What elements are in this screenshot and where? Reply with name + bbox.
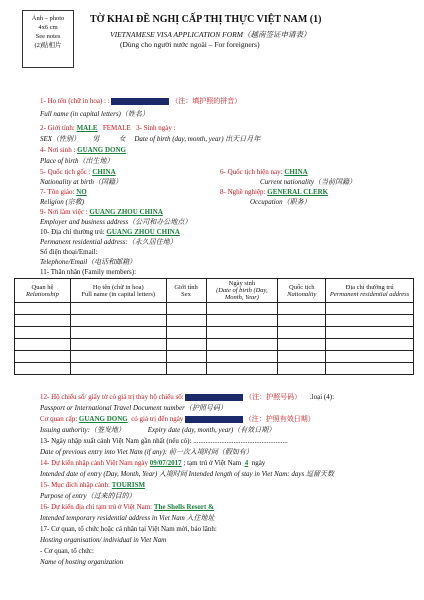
field-sub <box>40 135 260 144</box>
table-row <box>15 363 414 375</box>
field-sub: Intended temporary residential address in Viet Nam 入住地址 <box>40 514 215 522</box>
stay-days: 4 <box>244 459 249 467</box>
photo-box <box>22 10 74 68</box>
field-current-nationality <box>220 168 308 177</box>
field-employer <box>40 208 163 217</box>
field-sex-dob <box>40 124 176 133</box>
field-value: GUANG DONG <box>77 146 126 154</box>
field-religion <box>40 188 87 197</box>
sex-male: MALE <box>76 124 98 132</box>
field-sub: Intended date of entry (Day, Month, Year) 入境时间 Intended length of stay in Viet Nam: days 逗留天数 <box>40 470 334 478</box>
field-intended-entry <box>40 459 265 468</box>
col-nationality: Quốc tịch Nationality <box>278 279 326 303</box>
field-full-name <box>40 97 241 106</box>
field-label: 10- Địa chỉ thường trú: <box>40 228 105 236</box>
field-sub: Religion (宗教) <box>40 198 85 206</box>
stay-unit: ngày <box>251 459 266 467</box>
redaction-block <box>185 416 243 423</box>
field-note: （注：护照号码） <box>245 393 302 401</box>
field-value: GENERAL CLERK <box>267 188 329 196</box>
field-label: 16- Dự kiến địa chỉ tạm trú ở Việt Nam: <box>40 503 153 511</box>
field-label: 5- Quốc tịch gốc : <box>40 168 91 176</box>
photo-note: See notes <box>35 33 61 40</box>
field-sub: Hosting organisation/ individual in Viet Nam <box>40 536 167 544</box>
field-sub: Place of birth（出生地） <box>40 157 114 165</box>
field-value: CHINA <box>92 168 116 176</box>
redaction-block <box>185 394 243 401</box>
male-cn: 男 <box>92 135 100 143</box>
field-sub: Name of hosting organization <box>40 558 124 566</box>
field-value: GUANG DONG <box>78 415 128 423</box>
field-note: （注：填护照的拼音） <box>171 97 242 105</box>
table-row <box>15 339 414 351</box>
table-row <box>15 351 414 363</box>
col-dob: Ngày sinh (Date of birth (Day, Month, Year) <box>206 279 278 303</box>
dob-label: 3- Sinh ngày : <box>136 124 176 132</box>
field-label: 2- Giới tính: <box>40 124 75 132</box>
col-address: Địa chỉ thường trú Permanent residential address <box>326 279 414 303</box>
field-sub: Purpose of entry（过来的目的） <box>40 492 136 500</box>
field-sub: Date of previous entry into Viet Nam (if any): 前一次入境时间（假如有） <box>40 448 253 456</box>
table-row <box>15 327 414 339</box>
field-sub: Current nationality（当前国籍） <box>260 178 356 186</box>
field-value: CHINA <box>284 168 308 176</box>
field-value: GUANG ZHOU CHINA <box>106 228 180 236</box>
field-issuing-authority <box>40 415 315 424</box>
form-subtitle-foreigners: (Dùng cho người nước ngoài – For foreigners) <box>120 40 260 49</box>
stay-label: ; tạm trú ở Việt Nam <box>183 459 242 467</box>
field-sub <box>40 426 275 435</box>
field-hosting: 17- Cơ quan, tổ chức hoặc cá nhân tại Việt Nam mời, bảo lãnh: <box>40 525 217 533</box>
sex-female: FEMALE <box>102 124 131 132</box>
photo-size: 4x6 cm <box>38 24 58 31</box>
field-occupation <box>220 188 328 197</box>
field-label: 7- Tôn giáo: <box>40 188 75 196</box>
passport-type-label: .loại (4): <box>309 393 335 401</box>
field-sub: Permanent residential address:（永久居住地） <box>40 238 177 246</box>
table-header-row <box>15 279 414 303</box>
field-temp-address <box>40 503 214 512</box>
field-label: 8- Nghề nghiệp: <box>220 188 266 196</box>
field-permanent-address <box>40 228 180 237</box>
field-value: The Shells Resort & <box>153 503 214 511</box>
col-relationship: Quan hệ Relationship <box>15 279 71 303</box>
col-full-name: Họ tên (chữ in hoa) Full name (in capital letters) <box>70 279 166 303</box>
field-purpose <box>40 481 145 490</box>
field-note: （注：护照有效日期） <box>244 415 315 423</box>
family-members-table <box>14 278 414 375</box>
dob-sub: Date of birth (day, month, year) 出天日月年 <box>134 135 261 143</box>
entry-date: 09/07/2017 <box>149 459 182 467</box>
field-label: 6- Quốc tịch hiện nay: <box>220 168 283 176</box>
photo-label: Ảnh – photo <box>31 15 65 22</box>
field-label: 14- Dự kiến nhập cảnh Việt Nam ngày <box>40 459 149 467</box>
field-sub: Telephone/Email（电话和邮箱） <box>40 258 137 266</box>
photo-note-cn: (2)贴相片 <box>34 42 62 49</box>
field-hosting-org: - Cơ quan, tổ chức: <box>40 547 94 555</box>
field-place-of-birth <box>40 146 126 155</box>
field-previous-entry: 13- Ngày nhập xuất cảnh Việt Nam gần nhất (nếu có): ...................................................... <box>40 437 288 445</box>
field-label: 4- Nơi sinh : <box>40 146 76 154</box>
field-label: 1- Họ tên (chữ in hoa) : : <box>40 97 110 105</box>
form-subtitle: VIETNAMESE VISA APPLICATION FORM（越南签证申请表） <box>110 30 311 39</box>
field-value: TOURISM <box>111 481 146 489</box>
table-row <box>15 315 414 327</box>
field-phone-email: Số điện thoại/Email: <box>40 248 98 256</box>
field-sub: Occupation（职务） <box>250 198 311 206</box>
female-cn: 女 <box>118 135 126 143</box>
field-value: GUANG ZHOU CHINA <box>89 208 163 216</box>
sex-sub: SEX（性别） <box>40 135 81 143</box>
field-family-members: 11- Thân nhân (Family members): <box>40 268 137 276</box>
field-label: 9- Nơi làm việc : <box>40 208 88 216</box>
col-sex: Giới tính Sex <box>166 279 206 303</box>
field-sub: Full name (in capital letters)（姓名） <box>40 110 149 118</box>
field-sub: Employer and business address（公司和办公地点） <box>40 218 192 226</box>
field-label: 12- Hộ chiếu số/ giấy tờ có giá trị thay hộ chiếu số: <box>40 393 184 401</box>
field-value: NO <box>76 188 87 196</box>
form-title: TỜ KHAI ĐỀ NGHỊ CẤP THỊ THỰC VIỆT NAM (1) <box>90 14 322 25</box>
field-nationality-birth <box>40 168 116 177</box>
issuing-sub: Issuing authority:（签发地） <box>40 426 125 434</box>
redaction-block <box>111 98 169 105</box>
field-passport-number <box>40 393 334 402</box>
expiry-label: có giá trị đến ngày <box>131 415 184 423</box>
field-sub: Nationality at birth（国籍） <box>40 178 123 186</box>
field-label: 15- Mục đích nhập cảnh: <box>40 481 110 489</box>
expiry-sub: Expiry date (day, month, year)（有效日期） <box>147 426 276 434</box>
field-sub: Passport or International Travel Document number（护照号码） <box>40 404 227 412</box>
table-row <box>15 303 414 315</box>
field-label: Cơ quan cấp: <box>40 415 78 423</box>
